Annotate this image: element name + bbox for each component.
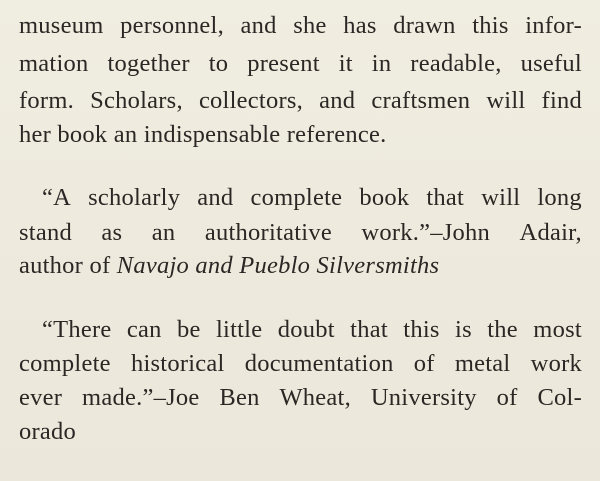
word: that	[350, 316, 388, 343]
word: readable,	[410, 50, 502, 77]
word: infor-	[525, 12, 582, 39]
quote-line	[19, 381, 582, 415]
book-title: Navajo and Pueblo Silversmiths	[116, 252, 440, 279]
word: can	[126, 316, 162, 343]
word: it	[338, 50, 353, 77]
quote-line: orado	[19, 418, 77, 445]
word: metal	[454, 350, 511, 377]
word: work	[530, 350, 582, 377]
word: of	[496, 384, 518, 411]
word: work.”–John	[361, 219, 491, 246]
word: craftsmen	[371, 87, 471, 114]
word: will	[481, 184, 521, 211]
word: that	[426, 184, 465, 211]
paragraph-line	[19, 84, 582, 118]
word: she	[293, 12, 327, 39]
paragraph-line	[19, 9, 582, 43]
word: together	[107, 50, 190, 77]
word: complete	[19, 350, 111, 377]
word: form.	[19, 87, 74, 114]
word: book	[359, 184, 410, 211]
word: and	[240, 12, 277, 39]
word: of	[413, 350, 435, 377]
word: doubt	[277, 316, 335, 343]
word: complete	[250, 184, 343, 211]
word: find	[541, 87, 582, 114]
quote-line	[19, 216, 582, 250]
word: Adair,	[519, 219, 582, 246]
word: has	[343, 12, 377, 39]
word: the	[487, 316, 518, 343]
word: museum	[19, 12, 104, 39]
word: this	[472, 12, 509, 39]
word: be	[176, 316, 201, 343]
attribution-prefix: author of	[19, 252, 117, 279]
word: and	[197, 184, 234, 211]
word: Col-	[537, 384, 582, 411]
quote-attribution	[19, 249, 582, 283]
word: most	[533, 316, 582, 343]
word: Wheat,	[279, 384, 351, 411]
quote-line	[42, 181, 582, 215]
word: to	[208, 50, 229, 77]
word: little	[215, 316, 263, 343]
word: will	[486, 87, 526, 114]
paragraph-line	[19, 47, 582, 81]
word: useful	[520, 50, 582, 77]
quote-line	[42, 313, 582, 347]
word: ever	[19, 384, 63, 411]
word: is	[455, 316, 472, 343]
paragraph-line: her book an indispensable reference.	[19, 121, 387, 148]
word: mation	[19, 50, 89, 77]
word: and	[319, 87, 356, 114]
word: this	[403, 316, 440, 343]
word: personnel,	[120, 12, 224, 39]
word: scholarly	[88, 184, 181, 211]
word: “A	[42, 184, 72, 211]
word: present	[247, 50, 320, 77]
word: as	[101, 219, 123, 246]
word: long	[537, 184, 582, 211]
word: Ben	[219, 384, 260, 411]
word: drawn	[393, 12, 456, 39]
word: University	[370, 384, 477, 411]
word: authoritative	[204, 219, 332, 246]
word: an	[151, 219, 176, 246]
word: documentation	[244, 350, 394, 377]
word: made.”–Joe	[82, 384, 200, 411]
word: historical	[130, 350, 225, 377]
word: stand	[19, 219, 72, 246]
quote-line	[19, 347, 582, 381]
word: Scholars,	[90, 87, 183, 114]
word: in	[371, 50, 392, 77]
word: collectors,	[198, 87, 304, 114]
word: “There	[42, 316, 112, 343]
